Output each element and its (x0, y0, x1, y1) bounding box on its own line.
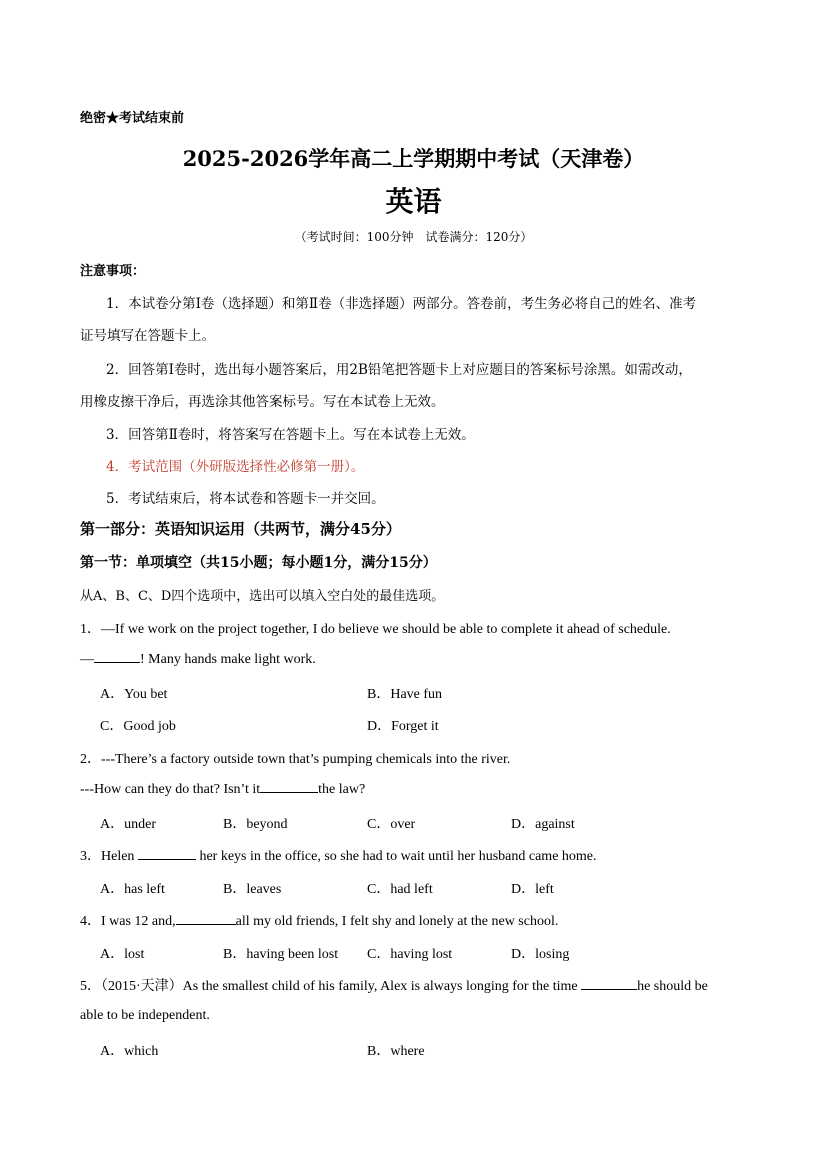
question-1-line1: 1．—If we work on the project together, I do believe we should be able to complete it ahead of schedule. (80, 622, 671, 637)
answer-blank (581, 977, 637, 990)
question-2-option-c: C．over (367, 817, 416, 832)
part-one-title: 第一部分：英语知识运用（共两节，满分45分） (80, 520, 401, 538)
subject-title: 英语 (385, 185, 442, 218)
note-1-line2: 证号填写在答题卡上。 (80, 328, 215, 344)
question-2-line1: 2．---There’s a factory outside town that’s pumping chemicals into the river. (80, 752, 511, 767)
question-5-option-a: A．which (100, 1044, 159, 1059)
question-3-post: her keys in the office, so she had to wait until her husband came home. (199, 849, 597, 864)
question-1-dash: — (80, 652, 94, 667)
question-2-option-a: A．under (100, 817, 156, 832)
question-2-option-b: B．beyond (223, 817, 288, 832)
question-5-line1 (80, 975, 708, 995)
question-2-line2 (80, 780, 365, 798)
question-4-option-b: B．having been lost (223, 947, 339, 962)
question-1-line2-text: ! Many hands make light work. (140, 652, 316, 667)
exam-time-info: （考试时间：100分钟 试卷满分：120分） (294, 230, 533, 244)
note-2-line1: 2．回答第Ⅰ卷时，选出每小题答案后，用2B铅笔把答题卡上对应题目的答案标号涂黑。如需改动， (106, 362, 692, 378)
question-5-post: he should be (637, 979, 708, 994)
question-4-stem (80, 910, 558, 930)
question-3-option-b: B．leaves (223, 882, 282, 897)
confidential-label: 绝密★考试结束前 (80, 111, 185, 126)
question-5-option-b: B．where (367, 1044, 425, 1059)
answer-blank (260, 780, 318, 793)
question-3-option-c: C．had left (367, 882, 433, 897)
question-1-option-a: A．You bet (100, 687, 168, 702)
question-5-pre: 5．（2015·天津）As the smallest child of his family, Alex is always longing for the time (80, 979, 578, 994)
question-2-line2-post: the law? (318, 782, 366, 797)
question-2-line2-pre: ---How can they do that? Isn’t it (80, 782, 261, 797)
answer-blank (94, 650, 140, 663)
note-4-exam-scope: 4．考试范围（外研版选择性必修第一册）。 (106, 459, 365, 475)
question-2-option-d: D．against (511, 817, 575, 832)
question-5-line2: able to be independent. (80, 1008, 210, 1023)
answer-blank (138, 847, 196, 860)
note-3: 3．回答第Ⅱ卷时，将答案写在答题卡上。写在本试卷上无效。 (106, 427, 475, 443)
question-1-option-c: C．Good job (100, 719, 176, 734)
note-5: 5．考试结束后，将本试卷和答题卡一并交回。 (106, 491, 385, 507)
question-3-pre: 3．Helen (80, 849, 135, 864)
note-1-line1: 1．本试卷分第Ⅰ卷（选择题）和第Ⅱ卷（非选择题）两部分。答卷前，考生务必将自己的姓名、准考 (106, 296, 697, 312)
question-4-pre: 4．I was 12 and, (80, 914, 176, 929)
question-4-option-c: C．having lost (367, 947, 453, 962)
notes-heading: 注意事项： (80, 264, 146, 279)
question-4-option-a: A．lost (100, 947, 145, 962)
question-3-option-a: A．has left (100, 882, 165, 897)
section-one-title: 第一节：单项填空（共15小题；每小题1分，满分15分） (80, 555, 437, 571)
question-4-post: all my old friends, I felt shy and lonely at the new school. (235, 914, 559, 929)
note-2-line2: 用橡皮擦干净后，再选涂其他答案标号。写在本试卷上无效。 (80, 394, 445, 410)
question-1-option-b: B．Have fun (367, 687, 443, 702)
question-4-option-d: D．losing (511, 947, 570, 962)
question-3-stem (80, 845, 597, 865)
section-instruction: 从A、B、C、D四个选项中，选出可以填入空白处的最佳选项。 (80, 589, 445, 604)
question-3-option-d: D．left (511, 882, 554, 897)
exam-title: 2025-2026学年高二上学期期中考试（天津卷） (182, 146, 645, 171)
answer-blank (176, 912, 236, 925)
question-1-option-d: D．Forget it (367, 719, 439, 734)
question-1-line2 (80, 650, 316, 668)
